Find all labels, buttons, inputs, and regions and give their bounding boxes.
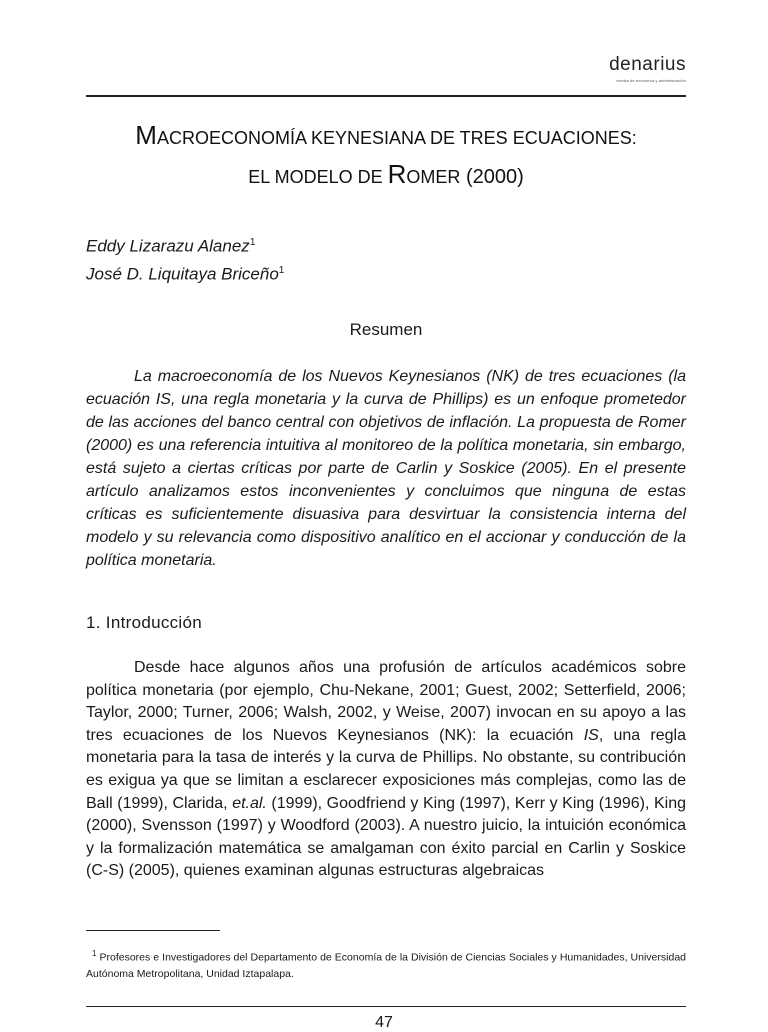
title-initial-r: R — [387, 159, 407, 189]
section-heading: 1. Introducción — [86, 613, 203, 632]
author-list — [86, 231, 284, 286]
abstract-heading: Resumen — [349, 320, 423, 339]
intro-is-term: IS — [583, 726, 599, 744]
journal-subtitle: revista de economía y administración — [616, 78, 686, 83]
author-name: José D. Liquitaya Briceño — [86, 264, 279, 284]
title-line-1-rest: ACROECONOMÍA KEYNESIANA DE TRES ECUACIONES: — [156, 128, 637, 148]
footer-rule — [86, 1006, 686, 1007]
author-footnote-marker: 1 — [278, 264, 285, 276]
footnote — [86, 946, 686, 982]
author-footnote-marker: 1 — [249, 237, 256, 248]
footnote-rule — [86, 930, 220, 931]
intro-paragraph — [86, 657, 686, 883]
title-line-1 — [86, 117, 686, 156]
intro-text-1: Desde hace algunos años una profusión de artículos académicos sobre política monetaria (por ejemplo, Chu-Nekane, 2001; Guest, 2002; Setterfield, 2006; Taylor, 2000; Turner, 2006; Walsh, 2002, y Weise, 2007) invocan en su apoyo a las tres ecuaciones de los Nuevos Keynesianos (NK): la ecuación — [86, 659, 686, 744]
author — [86, 231, 284, 259]
title-line-2-pre: EL MODELO DE — [248, 167, 388, 187]
title-initial-m: M — [135, 120, 157, 150]
title-line-2-rest: OMER — [406, 167, 461, 187]
title-line-2 — [86, 156, 686, 195]
article-title — [86, 117, 686, 195]
abstract-text: La macroeconomía de los Nuevos Keynesianos (NK) de tres ecuaciones (la ecuación IS, una regla monetaria y la curva de Phillips) es un enfoque prometedor de las acciones del banco central con objetivos de inflación. La propuesta de Romer (2000) es una referencia intuitiva al monitoreo de la política monetaria, sin embargo, está sujeto a ciertas críticas por parte de Carlin y Soskice (2005). En el presente artículo analizamos estos inconvenientes y concluimos que ninguna de estas críticas es suficientemente disuasiva para desvirtuar la consistencia interna del modelo y su relevancia como dispositivo analítico en el accionar y conducción de la política monetaria. — [86, 368, 686, 569]
page-number: 47 — [375, 1014, 393, 1031]
intro-etal: et.al. — [232, 794, 267, 812]
journal-name: denarius — [609, 54, 686, 75]
title-year: (2000) — [460, 166, 524, 188]
footnote-text: Profesores e Investigadores del Departamento de Economía de la División de Ciencias Sociales y Humanidades, Universidad Autónoma Metropolitana, Unidad Iztapalapa. — [86, 951, 686, 980]
footnote-marker: 1 — [92, 949, 97, 958]
author — [86, 259, 284, 287]
header-rule — [86, 95, 686, 97]
intro-text-2: , una regla monetaria para la tasa de interés y la curva de Phillips. No obstante, su contribución es exigua ya que se limitan a esclarecer exposiciones más complejas, como las de Ball (1999), Clarida, — [86, 726, 687, 812]
intro-text-3: (1999), Goodfriend y King (1997), Kerr y King (1996), King (2000), Svensson (1997) y Woodford (2003). A nuestro juicio, la intuición económica y la formalización matemática se amalgaman con éxito parcial en Carlin y Soskice (C-S) (2005), quienes examinan algunas estructuras algebraicas — [86, 794, 687, 880]
author-name: Eddy Lizarazu Alanez — [86, 236, 250, 256]
journal-header — [609, 54, 686, 83]
